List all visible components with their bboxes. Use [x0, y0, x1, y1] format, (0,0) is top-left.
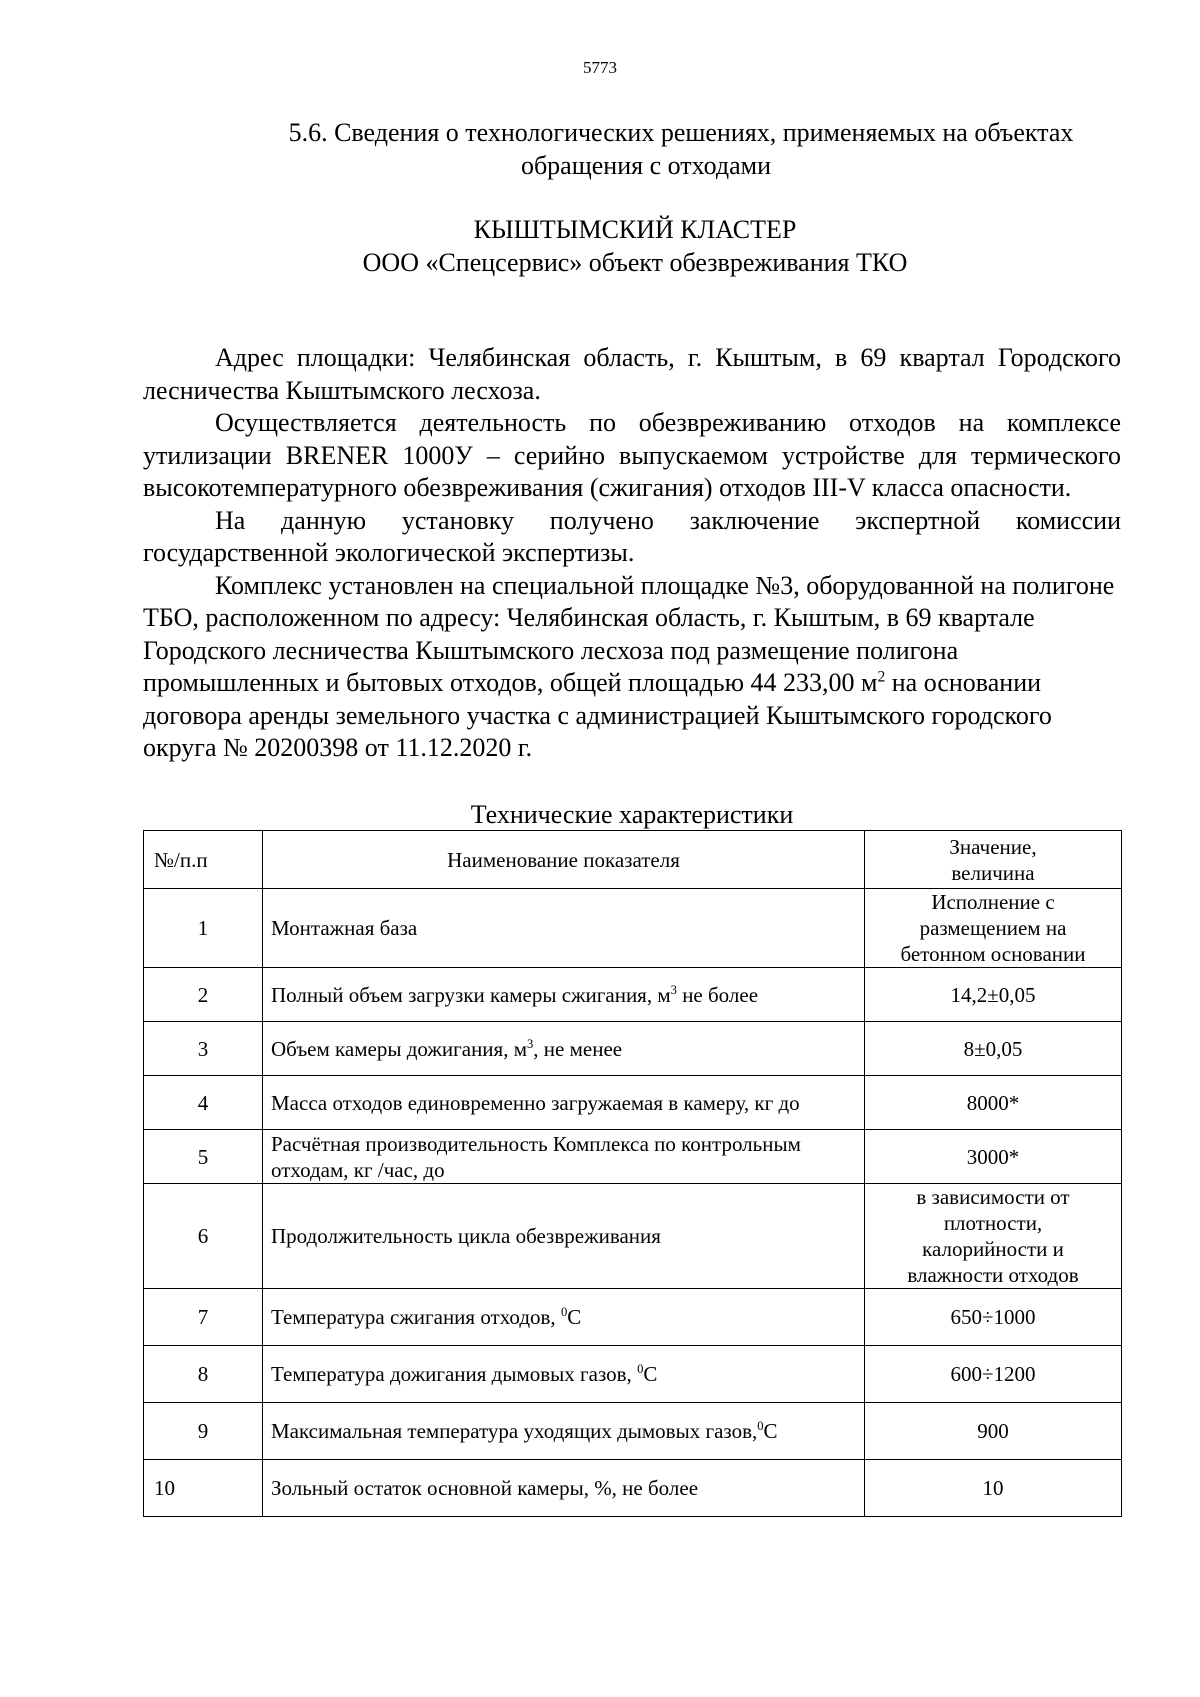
row-name [263, 1403, 865, 1460]
table-row [144, 1460, 1122, 1517]
specs-table [143, 830, 1122, 1517]
row-name: Масса отходов единовременно загружаемая в камеру, кг до [263, 1076, 865, 1130]
row-num: 4 [144, 1076, 263, 1130]
paragraph-address: Адрес площадки: Челябинская область, г. Кыштым, в 69 квартал Городского лесничества Кыштымского лесхоза. [143, 343, 1121, 405]
paragraph-location [143, 570, 1121, 765]
row-value [865, 889, 1122, 968]
row-name-text: С [567, 1305, 582, 1329]
superscript: 3 [527, 1036, 534, 1051]
paragraph-activity: Осуществляется деятельность по обезвреживанию отходов на комплексе утилизации BRENER 1000У – серийно выпускаемом устройстве для термического высокотемпературного обезвреживания (сжигания) отходов III-V класса опасности. [143, 408, 1121, 502]
row-name-text: Температура сжигания отходов, [271, 1305, 561, 1329]
row-num: 7 [144, 1289, 263, 1346]
row-value: 14,2±0,05 [865, 968, 1122, 1022]
table-row [144, 968, 1122, 1022]
table-row [144, 1130, 1122, 1184]
row-name-text: , не менее [533, 1036, 623, 1061]
row-value [865, 1184, 1122, 1289]
section-heading [143, 116, 1149, 182]
row-name [263, 968, 865, 1022]
row-value-line: плотности, [943, 1211, 1043, 1235]
row-num: 9 [144, 1403, 263, 1460]
row-name-text: Температура дожигания дымовых газов, [271, 1362, 638, 1386]
row-num: 2 [144, 968, 263, 1022]
header-num: №/п.п [144, 831, 263, 889]
superscript: 3 [670, 982, 677, 997]
table-header-row [144, 831, 1122, 889]
superscript: 2 [877, 668, 886, 686]
row-value-line: размещением на [919, 916, 1067, 940]
table-row [144, 1403, 1122, 1460]
row-value: 3000* [865, 1130, 1122, 1184]
superscript: 0 [560, 1305, 568, 1319]
row-num: 10 [144, 1460, 263, 1517]
row-name [263, 1289, 865, 1346]
header-value-line1: Значение, [949, 834, 1037, 859]
row-name-text: Объем камеры дожигания, м [271, 1036, 527, 1061]
section-heading-line1: 5.6. Сведения о технологических решениях, применяемых на объектах [288, 118, 1074, 147]
row-name: Продолжительность цикла обезвреживания [263, 1184, 865, 1289]
row-num: 5 [144, 1130, 263, 1184]
row-value: 600÷1200 [865, 1346, 1122, 1403]
paragraph-location-text: Комплекс установлен на специальной площадке №3, оборудованной на полигоне ТБО, расположенном по адресу: Челябинская область, г. Кыштым, в 69 квартале Городского лесничества Кыштымского лесхоза под размещение полигона промышленных и бытовых отходов, общей площадью 44 233,00 м [143, 570, 1115, 697]
row-value: 8±0,05 [865, 1022, 1122, 1076]
row-value: 900 [865, 1403, 1122, 1460]
header-value [865, 831, 1122, 889]
row-value-line: Исполнение с [931, 890, 1055, 914]
row-num: 3 [144, 1022, 263, 1076]
row-value: 10 [865, 1460, 1122, 1517]
table-row [144, 1076, 1122, 1130]
row-value-line: в зависимости от [916, 1185, 1070, 1209]
row-value-line: калорийности и [922, 1237, 1064, 1261]
table-row [144, 1022, 1122, 1076]
row-name: Зольный остаток основной камеры, %, не более [263, 1460, 865, 1517]
row-value: 8000* [865, 1076, 1122, 1130]
cluster-heading [0, 213, 1200, 279]
cluster-subtitle: ООО «Спецсервис» объект обезвреживания ТКО [362, 248, 908, 277]
paragraph-expertise: На данную установку получено заключение экспертной комиссии государственной экологической экспертизы. [143, 505, 1121, 567]
row-num: 1 [144, 889, 263, 968]
superscript: 0 [757, 1419, 764, 1433]
cluster-title: КЫШТЫМСКИЙ КЛАСТЕР [473, 215, 797, 244]
row-name [263, 1346, 865, 1403]
row-name-text: С [643, 1362, 658, 1386]
row-name: Расчётная производительность Комплекса по контрольным отходам, кг /час, до [263, 1130, 865, 1184]
superscript: 0 [637, 1362, 644, 1376]
table-row [144, 1184, 1122, 1289]
row-value: 650÷1000 [865, 1289, 1122, 1346]
header-name: Наименование показателя [263, 831, 865, 889]
page-number: 5773 [583, 58, 617, 77]
body-text [143, 342, 1121, 765]
table-row [144, 1346, 1122, 1403]
paragraph-location-text-end: на основании договора аренды земельного участка с администрацией Кыштымского городского округа № 20200398 от 11.12.2020 г. [143, 668, 1052, 762]
table-row [144, 1289, 1122, 1346]
row-name: Монтажная база [263, 889, 865, 968]
row-name-text: Максимальная температура уходящих дымовых газов, [271, 1419, 758, 1443]
header-value-line2: величина [951, 860, 1035, 885]
table-caption: Технические характеристики [470, 800, 794, 829]
row-value-line: бетонном основании [900, 942, 1086, 966]
row-num: 8 [144, 1346, 263, 1403]
row-name-text: Полный объем загрузки камеры сжигания, м [271, 982, 671, 1007]
row-name-text: С [763, 1419, 778, 1443]
table-row [144, 889, 1122, 968]
section-heading-line2: обращения с отходами [520, 151, 772, 180]
row-num: 6 [144, 1184, 263, 1289]
row-name-text: не более [676, 982, 759, 1007]
row-value-line: влажности отходов [907, 1263, 1079, 1287]
row-name [263, 1022, 865, 1076]
